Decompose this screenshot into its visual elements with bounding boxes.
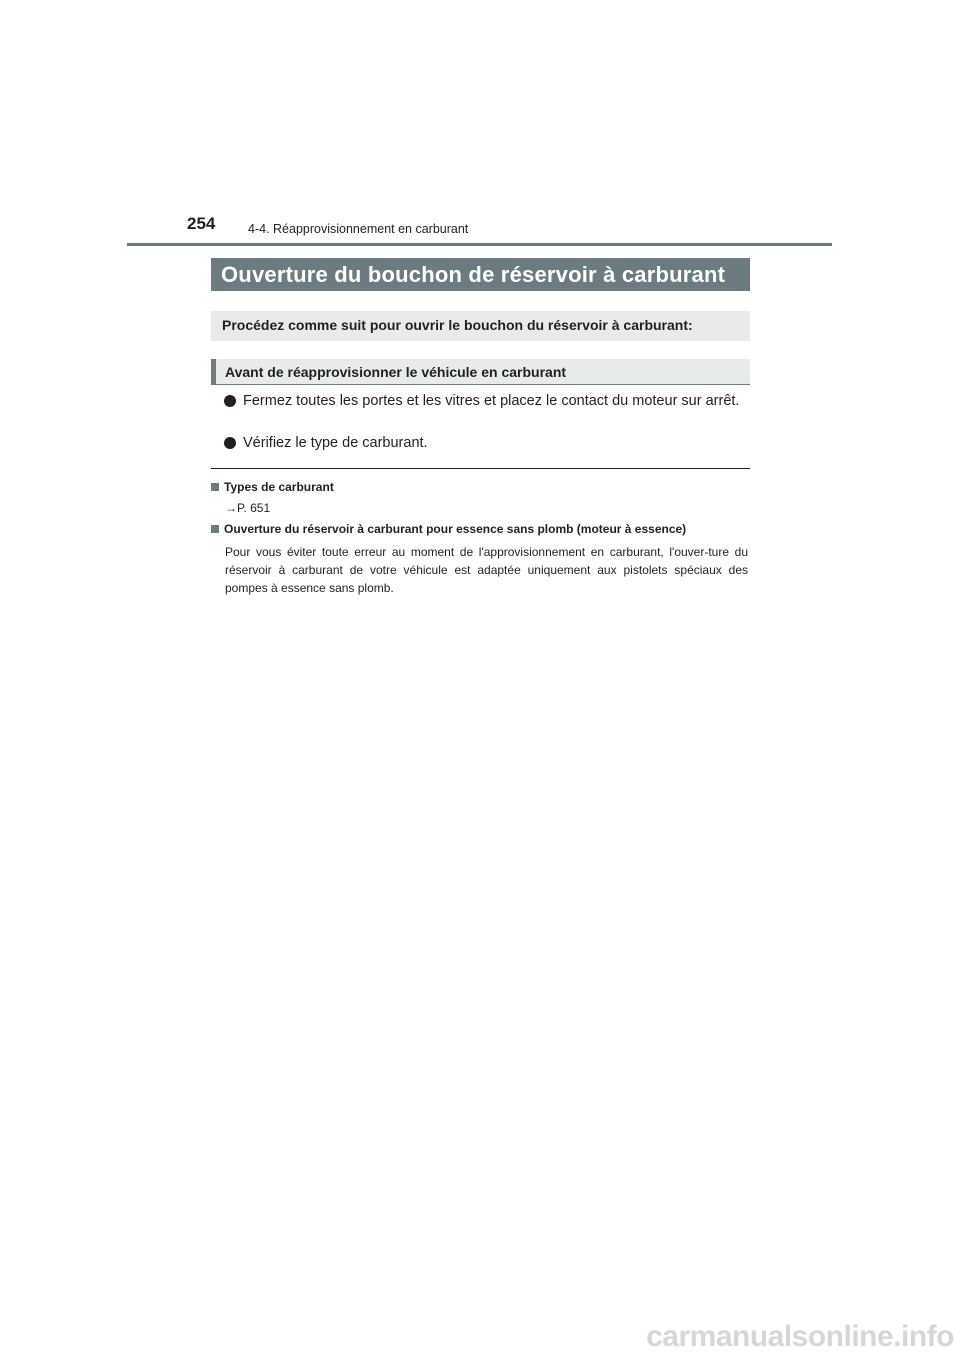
watermark: carmanualsonline.info (646, 1320, 954, 1353)
header-divider (127, 243, 832, 246)
bullet-icon (224, 395, 236, 407)
page-number: 254 (187, 214, 216, 233)
note-heading-text: Ouverture du réservoir à carburant pour essence sans plomb (moteur à essence) (224, 522, 687, 536)
notes-divider (211, 468, 750, 469)
bullet-text: Fermez toutes les portes et les vitres et placez le contact du moteur sur arrêt. (243, 393, 740, 409)
page-reference-link[interactable]: →P. 651 (225, 501, 271, 515)
main-title-bar (211, 258, 750, 291)
main-title: Ouverture du bouchon de réservoir à carburant (221, 262, 726, 287)
section-reference: 4-4. Réapprovisionnement en carburant (248, 222, 469, 236)
intro-box (211, 311, 750, 341)
note-body: Pour vous éviter toute erreur au moment de l'approvisionnement en carburant, l'ouver-ture du réservoir à carburant de votre véhicule est adaptée uniquement aux pistolets spéciaux des pompes à essence sans plomb. (225, 545, 748, 595)
note-heading-text: Types de carburant (224, 480, 334, 494)
square-bullet-icon (211, 483, 219, 491)
sub-heading-accent (211, 359, 216, 384)
bullet-text: Vérifiez le type de carburant. (243, 435, 428, 451)
note-heading (211, 480, 334, 494)
intro-text: Procédez comme suit pour ouvrir le bouchon du réservoir à carburant: (222, 317, 693, 333)
bullet-icon (224, 437, 236, 449)
square-bullet-icon (211, 525, 219, 533)
sub-heading-text: Avant de réapprovisionner le véhicule en carburant (225, 364, 567, 380)
sub-heading (211, 359, 750, 385)
note-heading (211, 522, 686, 536)
bullet-item (224, 391, 746, 412)
bullet-item (224, 433, 746, 454)
